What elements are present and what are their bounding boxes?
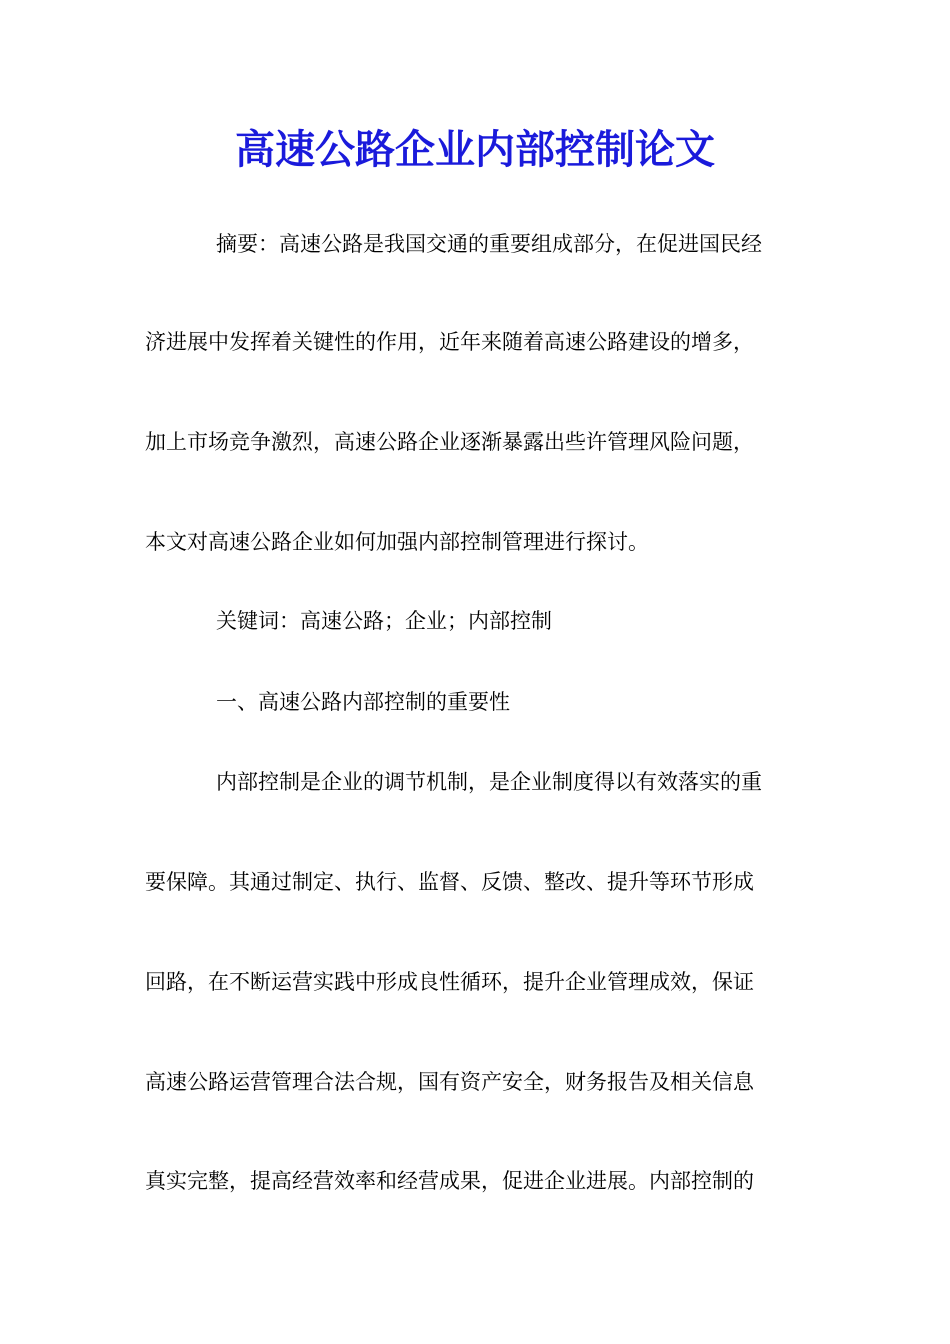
body-line-4: 高速公路运营管理合法合规，国有资产安全，财务报告及相关信息 xyxy=(145,1070,754,1094)
abstract-line-3: 加上市场竞争激烈，高速公路企业逐渐暴露出些许管理风险问题， xyxy=(145,430,754,454)
body-line-2: 要保障。其通过制定、执行、监督、反馈、整改、提升等环节形成 xyxy=(145,870,754,894)
document-title: 高速公路企业内部控制论文 xyxy=(235,126,715,173)
abstract-line-2: 济进展中发挥着关键性的作用，近年来随着高速公路建设的增多， xyxy=(145,330,754,354)
section-heading-1: 一、高速公路内部控制的重要性 xyxy=(216,690,510,714)
body-line-1: 内部控制是企业的调节机制，是企业制度得以有效落实的重 xyxy=(216,770,762,794)
abstract-line-4: 本文对高速公路企业如何加强内部控制管理进行探讨。 xyxy=(145,530,649,554)
body-line-5: 真实完整，提高经营效率和经营成果，促进企业进展。内部控制的 xyxy=(145,1169,754,1193)
abstract-line-1: 摘要：高速公路是我国交通的重要组成部分，在促进国民经 xyxy=(216,232,762,256)
body-line-3: 回路，在不断运营实践中形成良性循环，提升企业管理成效，保证 xyxy=(145,970,754,994)
keywords-line: 关键词：高速公路；企业；内部控制 xyxy=(216,609,552,633)
